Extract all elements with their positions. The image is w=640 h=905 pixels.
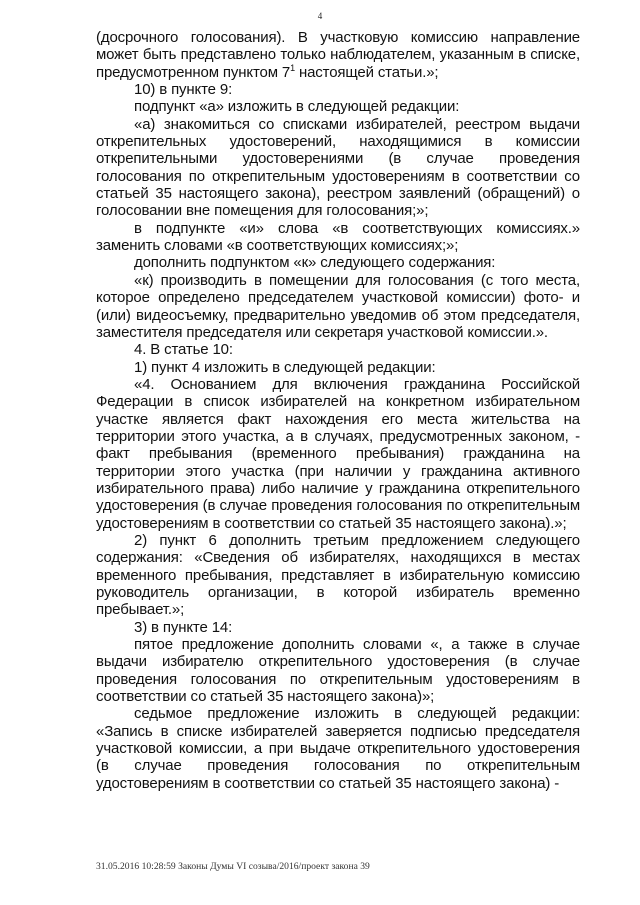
paragraph-12: 3) в пункте 14: bbox=[134, 618, 233, 636]
paragraph-text: настоящей статьи.»; bbox=[294, 63, 439, 81]
paragraph-13: пятое предложение дополнить словами «, а также в случае выдачи избирателю открепительного удостоверения (в случае проведения голосования по открепительным удостоверениям в соответствии со статьей 35 настоящего закона)»; bbox=[96, 636, 580, 706]
document-body bbox=[96, 29, 580, 792]
paragraph-11: 2) пункт 6 дополнить третьим предложением следующего содержания: «Сведения об избирателях, находящихся в местах временного пребывания, представляет в избирательную комиссию руководитель организации, в которой избиратель временно пребывает.»; bbox=[96, 531, 580, 619]
paragraph-9: 1) пункт 4 изложить в следующей редакции: bbox=[134, 358, 436, 376]
paragraph-6: дополнить подпунктом «к» следующего содержания: bbox=[134, 254, 496, 272]
paragraph-14: седьмое предложение изложить в следующей редакции: «Запись в списке избирателей заверяется подписью председателя участковой комиссии, а при выдаче открепительного удостоверения (в случае проведения голосования по открепительным удостоверениям в соответствии со статьей 35 настоящего закона) - bbox=[96, 705, 580, 792]
paragraph-2: 10) в пункте 9: bbox=[134, 81, 233, 99]
paragraph-8: 4. В статье 10: bbox=[134, 341, 233, 359]
document-footer: 31.05.2016 10:28:59 Законы Думы VI созыва/2016/проект закона 39 bbox=[96, 861, 370, 872]
page-number: 4 bbox=[317, 11, 323, 21]
paragraph-text: (досрочного голосования). В участковую комиссию направление может быть представлено только наблюдателем, указанным в списке, предусмотренном пунктом 7 bbox=[96, 29, 580, 81]
paragraph-1 bbox=[96, 29, 580, 81]
paragraph-10: «4. Основанием для включения гражданина Российской Федерации в список избирателей на конкретном избирательном участке является факт нахождения его места жительства на территории этого участка, а в случаях, предусмотренных законом, - факт пребывания (временного пребывания) гражданина на территории этого участка (при наличии у гражданина активного избирательного права) либо наличие у гражданина открепительного удостоверения (в случае проведения голосования по открепительным удостоверениям в соответствии со статьей 35 настоящего закона).»; bbox=[96, 375, 580, 532]
paragraph-4: «а) знакомиться со списками избирателей, реестром выдачи открепительных удостоверений, находящимися в комиссии открепительными удостоверениями (в случае проведения голосования по открепительным удостоверениям в соответствии со статьей 35 настоящего закона), реестром заявлений (обращений) о голосовании вне помещения для голосования;»; bbox=[96, 115, 580, 220]
paragraph-3: подпункт «а» изложить в следующей редакции: bbox=[134, 98, 460, 116]
paragraph-7: «к) производить в помещении для голосования (с того места, которое определено председателем участковой комиссии) фото- и (или) видеосъемку, предварительно уведомив об этом председателя, заместителя председателя или секретаря участковой комиссии.». bbox=[96, 271, 580, 341]
superscript: 1 bbox=[290, 62, 295, 73]
paragraph-5: в подпункте «и» слова «в соответствующих комиссиях.» заменить словами «в соответствующих комиссиях;»; bbox=[96, 219, 580, 255]
